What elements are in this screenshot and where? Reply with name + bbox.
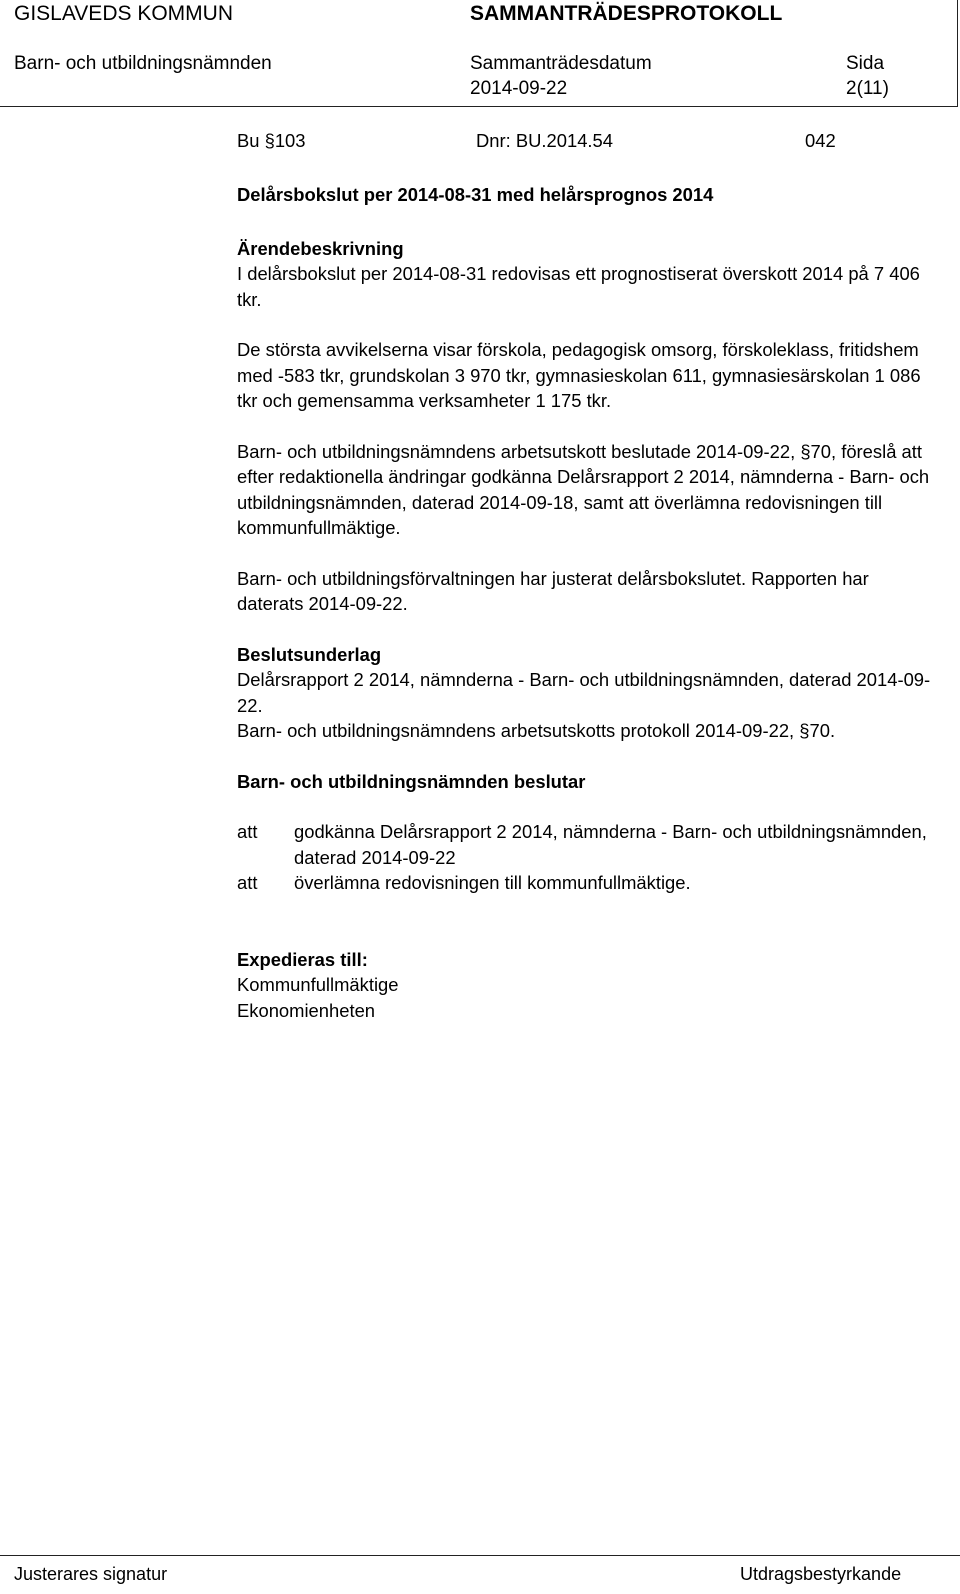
case-reference-line bbox=[237, 128, 937, 154]
description-heading: Ärendebeskrivning bbox=[237, 237, 404, 259]
description-paragraph: I delårsbokslut per 2014-08-31 redovisas ett prognostiserat överskott 2014 på 7 406 tkr. bbox=[237, 263, 920, 310]
board-name: Barn- och utbildningsnämnden bbox=[14, 53, 272, 74]
basis-item: Delårsrapport 2 2014, nämnderna - Barn- och utbildningsnämnden, daterad 2014-09-22. bbox=[237, 669, 931, 716]
description-paragraph: De största avvikelserna visar förskola, pedagogisk omsorg, förskoleklass, fritidshem med -583 tkr, grundskolan 3 970 tkr, gymnasieskolan 611, gymnasiesärskolan 1 086 tkr och gemensamma verksamheter 1 175 tkr. bbox=[237, 339, 921, 411]
case-title: Delårsbokslut per 2014-08-31 med helårsprognos 2014 bbox=[237, 184, 714, 205]
description-paragraph: Barn- och utbildningsförvaltningen har justerat delårsbokslutet. Rapporten har daterats 2014-09-22. bbox=[237, 567, 869, 614]
protocol-body bbox=[237, 128, 937, 1023]
basis-item: Barn- och utbildningsnämndens arbetsutskotts protokoll 2014-09-22, §70. bbox=[237, 720, 836, 741]
header-right-border bbox=[957, 0, 959, 106]
meeting-date-label: Sammanträdesdatum bbox=[470, 53, 652, 74]
decision-list bbox=[237, 819, 937, 896]
page-label: Sida bbox=[846, 53, 885, 74]
signature-divider bbox=[0, 1555, 960, 1556]
extract-certification-label: Utdragsbestyrkande bbox=[740, 1564, 902, 1584]
municipality-name: GISLAVEDS KOMMUN bbox=[14, 2, 233, 25]
protocol-header bbox=[0, 0, 958, 107]
page-number: 2(11) bbox=[846, 78, 889, 99]
decision-text: överlämna redovisningen till kommunfullmäktige. bbox=[294, 872, 691, 893]
basis-heading: Beslutsunderlag bbox=[237, 643, 382, 665]
decision-text: godkänna Delårsrapport 2 2014, nämnderna - Barn- och utbildningsnämnden, daterad 2014-09-22 bbox=[294, 821, 927, 868]
dispatch-recipient: Ekonomienheten bbox=[237, 999, 376, 1021]
meeting-date-value: 2014-09-22 bbox=[470, 78, 568, 99]
dispatch-recipient: Kommunfullmäktige bbox=[237, 974, 399, 995]
description-paragraph: Barn- och utbildningsnämndens arbetsutskott beslutade 2014-09-22, §70, föreslå att efter redaktionella ändringar godkänna Delårsrapport 2 2014, nämnderna - Barn- och utbildningsnämnden, daterad 2014-09-18, samt att överlämna redovisningen till kommunfullmäktige. bbox=[237, 440, 930, 538]
diary-number: Dnr: BU.2014.54 bbox=[476, 130, 613, 151]
decision-prefix: att bbox=[237, 872, 258, 893]
document-type: SAMMANTRÄDESPROTOKOLL bbox=[470, 2, 783, 25]
decision-heading: Barn- och utbildningsnämnden beslutar bbox=[237, 770, 586, 792]
paragraph-number: Bu §103 bbox=[237, 130, 306, 151]
case-code: 042 bbox=[805, 130, 836, 151]
decision-prefix: att bbox=[237, 821, 258, 842]
adjuster-signature-label: Justerares signatur bbox=[14, 1564, 168, 1584]
dispatch-heading: Expedieras till: bbox=[237, 948, 368, 970]
